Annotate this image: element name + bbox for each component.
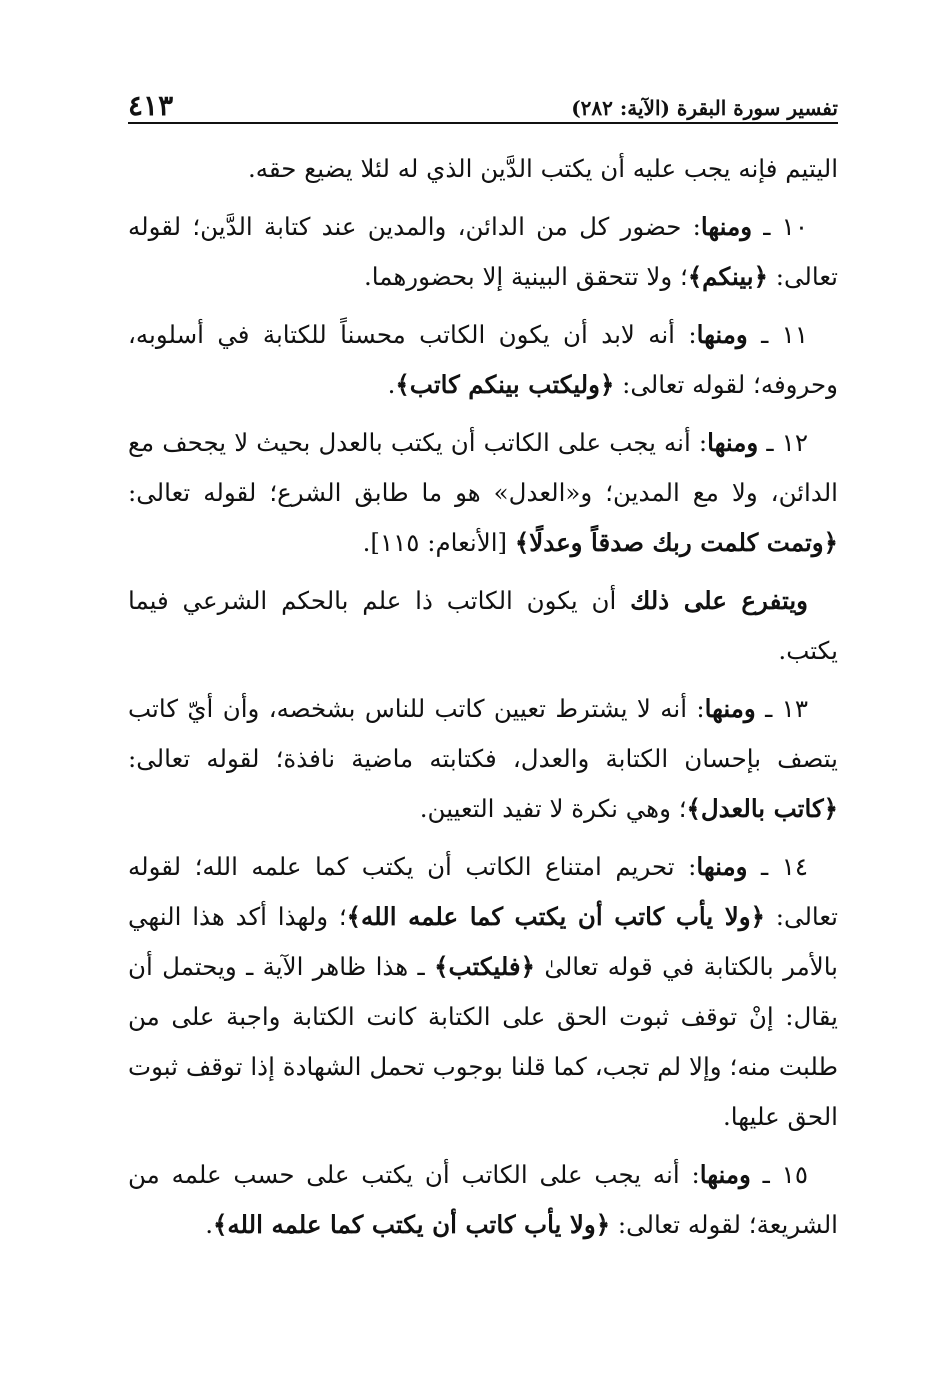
bold-text-run: ومنها <box>696 320 748 349</box>
bold-text-run: ويتفرع على ذلك <box>630 586 809 615</box>
text-run: ١٣ ـ <box>755 694 808 723</box>
paragraph <box>128 576 838 676</box>
bold-text-run: ومنها <box>707 428 759 457</box>
paragraph <box>128 418 838 568</box>
text-run: ١١ ـ <box>747 320 808 349</box>
text-run: ١٢ ـ <box>758 428 808 457</box>
text-run: ـ هذا ظاهر الآية ـ ويحتمل أن يقال: إنْ توقف ثبوت الحق على الكتابة كانت الكتابة واجبة على من طلبت منه؛ وإلا لم تجب، كما قلنا بوجوب تحمل الشهادة إذا توقف ثبوت الحق عليها. <box>128 952 838 1131</box>
text-run: ١٤ ـ <box>747 852 809 881</box>
page-number: ٤١٣ <box>128 89 174 122</box>
text-run: . <box>387 370 396 399</box>
bold-text-run: ﴿ولا يأب كاتب أن يكتب كما علمه الله﴾ <box>346 902 765 931</box>
bold-text-run: ومنها <box>699 1160 751 1189</box>
paragraph <box>128 1150 838 1250</box>
paragraph <box>128 202 838 302</box>
paragraph <box>128 684 838 834</box>
paragraph <box>128 310 838 410</box>
bold-text-run: ﴿فليكتب﴾ <box>434 952 536 981</box>
paragraph <box>128 144 838 194</box>
text-run: ؛ ولا تتحقق البينية إلا بحضورهما. <box>363 262 688 291</box>
text-run: [الأنعام: ١١٥]. <box>362 528 515 557</box>
running-title: تفسير سورة البقرة (الآية: ٢٨٢) <box>571 96 838 120</box>
bold-text-run: ﴿وليكتب بينكم كاتب﴾ <box>395 370 615 399</box>
text-run: . <box>205 1210 214 1239</box>
bold-text-run: ومنها <box>696 852 748 881</box>
text-run: ؛ وهي نكرة لا تفيد التعيين. <box>419 794 687 823</box>
text-run: اليتيم فإنه يجب عليه أن يكتب الدَّين الذي له لئلا يضيع حقه. <box>247 154 838 183</box>
bold-text-run: ﴿بينكم﴾ <box>687 262 768 291</box>
bold-text-run: ﴿وتمت كلمت ربك صدقاً وعدلًا﴾ <box>514 528 838 557</box>
text-run: أن يكون الكاتب ذا علم بالحكم الشرعي فيما يكتب. <box>128 586 838 665</box>
text-run: ١٥ ـ <box>750 1160 808 1189</box>
text-run: : تحريم امتناع الكاتب أن يكتب كما علمه الله؛ لقوله تعالى: <box>128 852 839 931</box>
text-run: : أنه لا يشترط تعيين كاتب للناس بشخصه، وأن أيّ كاتب يتصف بإحسان الكتابة والعدل، فكتابته ماضية نافذة؛ لقوله تعالى: <box>128 694 838 773</box>
text-run: ١٠ ـ <box>752 212 808 241</box>
page-header <box>128 78 838 124</box>
bold-text-run: ﴿ولا يأب كاتب أن يكتب كما علمه الله﴾ <box>213 1210 611 1239</box>
book-page <box>128 78 838 1258</box>
text-run: : أنه يجب على الكاتب أن يكتب على حسب علمه من الشريعة؛ لقوله تعالى: <box>128 1160 838 1239</box>
bold-text-run: ومنها <box>704 694 756 723</box>
bold-text-run: ﴿كاتب بالعدل﴾ <box>686 794 838 823</box>
text-run: ؛ ولهذا أكد هذا النهي بالأمر بالكتابة في قوله تعالىٰ <box>128 902 838 981</box>
page-body <box>128 144 838 1250</box>
text-run: : أنه لابد أن يكون الكاتب محسناً للكتابة في أسلوبه، وحروفه؛ لقوله تعالى: <box>128 320 838 399</box>
text-run: : حضور كل من الدائن، والمدين عند كتابة الدَّين؛ لقوله تعالى: <box>128 212 838 291</box>
bold-text-run: ومنها <box>700 212 753 241</box>
text-run: : أنه يجب على الكاتب أن يكتب بالعدل بحيث لا يجحف مع الدائن، ولا مع المدين؛ و«العدل» هو ما طابق الشرع؛ لقوله تعالى: <box>128 428 838 507</box>
paragraph <box>128 842 838 1142</box>
